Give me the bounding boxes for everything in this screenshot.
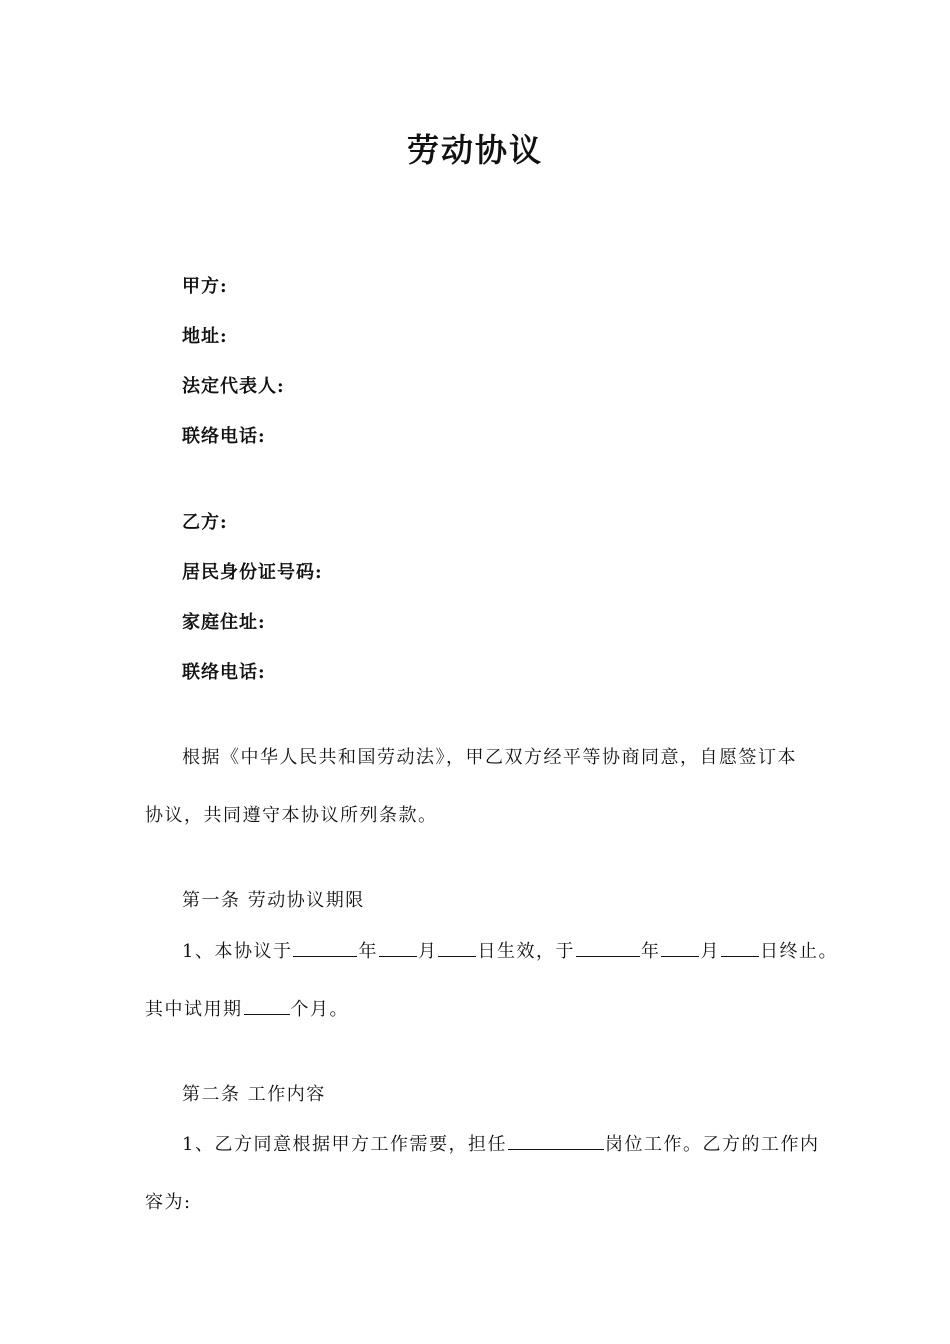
party-a-legal-rep-label: 法定代表人: xyxy=(182,376,285,397)
job-position-blank xyxy=(508,1135,604,1150)
trial-prefix: 其中试用期 xyxy=(145,999,243,1020)
party-a-phone-label: 联络电话: xyxy=(182,426,266,447)
article-2-clause-1-line-2: 容为: xyxy=(145,1192,192,1213)
party-b-id-label: 居民身份证号码: xyxy=(182,562,323,583)
party-b-label: 乙方: xyxy=(182,512,228,533)
article-1-trial-period xyxy=(145,995,349,1021)
clause-text: 日终止。 xyxy=(759,941,838,962)
document-title: 劳动协议 xyxy=(406,131,543,169)
trial-months-blank xyxy=(244,1000,290,1015)
end-month-blank xyxy=(661,942,699,957)
article-1-heading: 第一条 劳动协议期限 xyxy=(182,890,365,911)
trial-suffix: 个月。 xyxy=(290,999,349,1020)
preamble-line-1: 根据《中华人民共和国劳动法》，甲乙双方经平等协商同意，自愿签订本 xyxy=(182,747,797,768)
end-year-blank xyxy=(576,942,640,957)
start-day-blank xyxy=(438,942,476,957)
clause-text: 年 xyxy=(358,941,378,962)
party-a-label: 甲方: xyxy=(182,276,228,297)
clause-text: 月 xyxy=(700,941,720,962)
clause-text: 日生效，于 xyxy=(477,941,575,962)
clause-text: 年 xyxy=(640,941,661,962)
article-2-clause-1 xyxy=(182,1130,819,1156)
clause-suffix: 岗位工作。乙方的工作内 xyxy=(604,1134,820,1155)
start-year-blank xyxy=(293,942,357,957)
article-2-heading: 第二条 工作内容 xyxy=(182,1084,326,1105)
end-day-blank xyxy=(721,942,759,957)
party-a-address-label: 地址: xyxy=(182,326,228,347)
preamble-line-2: 协议，共同遵守本协议所列条款。 xyxy=(145,805,438,826)
clause-text: 月 xyxy=(417,941,438,962)
party-b-phone-label: 联络电话: xyxy=(182,662,266,683)
article-1-clause-1 xyxy=(182,937,838,963)
clause-prefix: 1、乙方同意根据甲方工作需要，担任 xyxy=(182,1134,507,1155)
start-month-blank xyxy=(379,942,417,957)
party-b-home-address-label: 家庭住址: xyxy=(182,612,266,633)
clause-text: 1、本协议于 xyxy=(182,941,293,962)
